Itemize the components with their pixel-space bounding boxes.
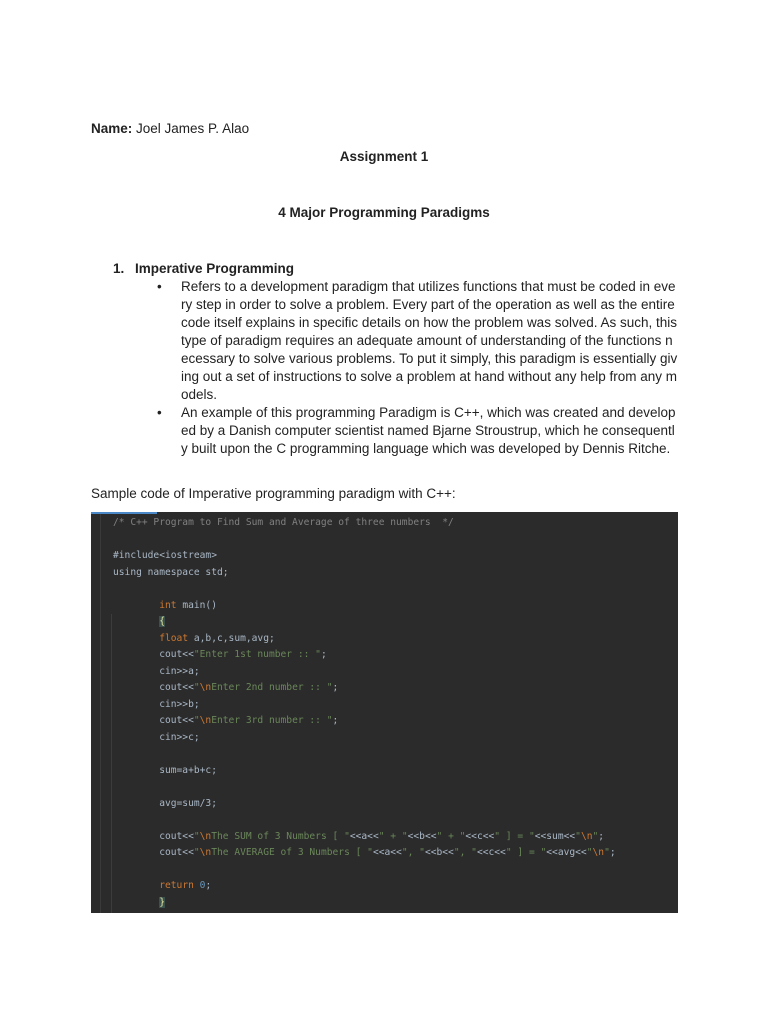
code-token: cin>>c; <box>113 731 200 743</box>
indent-guide <box>111 614 112 913</box>
code-token: " ] = " <box>505 847 547 858</box>
name-label: Name: <box>91 121 133 136</box>
code-token: cin>>b; <box>113 698 200 710</box>
code-line <box>113 698 200 712</box>
code-token: ; <box>332 682 339 693</box>
code-token: Enter 2nd number :: " <box>211 682 333 693</box>
code-token: \n <box>592 847 605 858</box>
code-token: " <box>575 830 581 842</box>
code-token <box>113 897 159 908</box>
code-line <box>113 681 338 695</box>
code-line <box>113 879 211 893</box>
code-token: \n <box>199 715 212 726</box>
code-token: <<b<< <box>407 830 437 842</box>
code-screenshot <box>91 512 678 913</box>
code-token: ; <box>205 880 212 891</box>
code-token: ; <box>609 847 616 858</box>
code-token: #include<iostream> <box>113 550 217 561</box>
code-line <box>113 599 217 613</box>
code-token <box>113 616 159 627</box>
code-token: " <box>193 715 200 726</box>
code-token: ; <box>332 715 339 726</box>
code-line <box>113 566 229 580</box>
code-line <box>113 830 604 844</box>
code-line <box>113 846 616 860</box>
list-item <box>157 404 678 458</box>
code-token <box>113 880 159 891</box>
code-token: The AVERAGE of 3 Numbers [ " <box>211 847 373 858</box>
list-item <box>157 278 678 404</box>
code-line <box>113 714 338 728</box>
code-token: using namespace std; <box>113 566 229 578</box>
code-token: main() <box>176 599 217 611</box>
code-token: "Enter 1st number :: " <box>193 649 321 660</box>
code-line <box>113 764 217 778</box>
code-token: <<avg<< <box>546 847 587 858</box>
code-token: " <box>193 682 200 693</box>
code-line <box>113 615 165 629</box>
section-heading <box>113 261 294 276</box>
code-token: cout<< <box>113 830 194 842</box>
code-token: <<a<< <box>372 847 402 858</box>
bullet-icon: • <box>157 405 162 420</box>
code-token: sum=a+b+c; <box>113 764 217 776</box>
sample-code-caption: Sample code of Imperative programming paradigm with C++: <box>91 486 456 501</box>
code-token: cout<< <box>113 682 194 693</box>
code-token: { <box>159 616 165 627</box>
code-token: <<c<< <box>476 847 506 858</box>
code-token: " <box>592 830 599 842</box>
code-token: float <box>159 632 189 644</box>
code-token: /* C++ Program to Find Sum and Average of three numbers */ <box>113 517 454 528</box>
code-token: \n <box>199 682 212 693</box>
code-token: " <box>193 847 200 858</box>
code-line <box>113 648 327 662</box>
editor-gutter <box>100 514 101 913</box>
code-line <box>113 632 275 646</box>
code-token: " <box>604 847 610 858</box>
code-line <box>113 896 165 910</box>
bullet-icon: • <box>157 279 162 294</box>
code-line <box>113 797 217 811</box>
assignment-title: Assignment 1 <box>339 149 429 164</box>
name-value: Joel James P. Alao <box>132 121 250 136</box>
code-line <box>113 516 454 530</box>
code-token: " <box>586 847 593 858</box>
code-token: <<a<< <box>349 830 379 842</box>
code-token: ; <box>320 649 327 660</box>
document-subtitle: 4 Major Programming Paradigms <box>278 205 490 220</box>
code-token: cout<< <box>113 847 194 858</box>
code-token: 0 <box>199 880 206 891</box>
code-token: cout<< <box>113 649 194 660</box>
code-token: ; <box>598 830 605 842</box>
code-token: <<c<< <box>465 830 495 842</box>
code-token: " <box>193 830 200 842</box>
code-token: <<sum<< <box>534 830 576 842</box>
code-token: \n <box>580 830 593 842</box>
code-token: avg=sum/3; <box>113 797 217 809</box>
code-token: int <box>159 599 177 611</box>
section-title: Imperative Programming <box>135 261 295 276</box>
code-token: a,b,c,sum,avg; <box>188 632 275 644</box>
bullet-text: An example of this programming Paradigm is C++, which was created and developed by a Danish computer scientist named Bjarne Stroustrup, which he consequently built upon the C programming language which was developed by Dennis Ritche. <box>181 405 676 456</box>
code-token: \n <box>199 847 212 858</box>
code-token <box>113 633 159 644</box>
section-number: 1. <box>113 261 125 276</box>
code-token: ", " <box>453 847 477 858</box>
code-token: cout<< <box>113 715 194 726</box>
code-token: <<b<< <box>424 847 454 858</box>
code-token: The SUM of 3 Numbers [ " <box>211 830 350 842</box>
code-line <box>113 549 217 563</box>
code-line <box>113 731 200 745</box>
code-token: cin>>a; <box>113 665 200 677</box>
code-token: " + " <box>378 830 408 842</box>
code-token: return <box>159 880 194 891</box>
bullet-list <box>157 278 678 458</box>
bullet-text: Refers to a development paradigm that utilizes functions that must be coded in every step in order to solve a problem. Every part of the operation as well as the entire code itself explains in specific details on how the problem was solved. As such, this type of paradigm requires an adequate amount of understanding of the functions necessary to solve various problems. To put it simply, this paradigm is essentially giving out a set of instructions to solve a problem at hand without any help from any models. <box>181 279 678 402</box>
author-line <box>91 121 249 136</box>
code-token <box>113 600 159 611</box>
code-line <box>113 665 200 679</box>
code-token: } <box>159 896 165 908</box>
code-token: Enter 3rd number :: " <box>211 715 333 726</box>
code-token: " + " <box>436 830 466 842</box>
code-token: ", " <box>401 847 425 858</box>
code-token: \n <box>199 830 212 842</box>
code-token: " ] = " <box>494 830 535 842</box>
